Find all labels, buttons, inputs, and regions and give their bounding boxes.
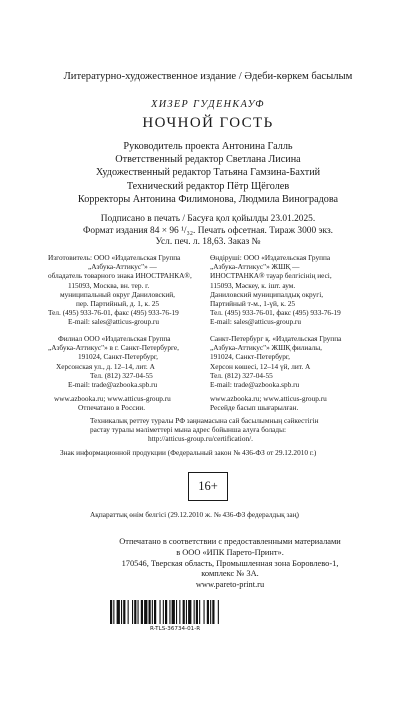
barcode-bar xyxy=(179,600,180,624)
publisher-kz-line: Өндіруші: ООО «Издательская Группа xyxy=(210,253,331,262)
web-ru xyxy=(48,394,198,412)
publisher-ru-line: 115093, Москва, вн. тер. г. xyxy=(68,280,150,290)
publisher-ru xyxy=(48,253,198,327)
printer-line: в ООО «ИПК Парето-Принт». xyxy=(176,547,284,557)
barcode-bar xyxy=(160,600,161,624)
credit-line: Корректоры Антонина Филимонова, Людмила Виноградова xyxy=(77,193,339,205)
barcode-bar xyxy=(207,600,209,624)
web-kz-line: www.azbooka.ru; www.atticus-group.ru xyxy=(210,394,327,403)
branch-ru-line: Филиал ООО «Издательская Группа xyxy=(58,334,171,343)
barcode-bar xyxy=(138,600,139,624)
barcode-bar xyxy=(204,600,205,624)
publisher-ru-line: „Азбука-Аттикус"» — xyxy=(88,262,157,272)
credit-line: Технический редактор Пётр Щёголев xyxy=(126,180,290,192)
publisher-kz-line: „Азбука-Аттикус"» ЖШҚ — xyxy=(210,262,300,272)
branch-ru xyxy=(48,334,198,389)
tech-reg-line: растау туралы мәліметтері мына адрес бойынша алуға болады: xyxy=(90,425,287,435)
barcode-bar xyxy=(194,600,195,624)
info-sign-note-kz: Ақпараттық өнім белгісі (29.12.2010 ж. № 436-ФЗ федералдық заң) xyxy=(90,510,299,519)
branch-kz xyxy=(210,334,375,389)
branch-ru-line: Херсонская ул., д. 12–14, лит. А xyxy=(56,361,155,371)
barcode-bar xyxy=(176,600,177,624)
author-name: ХИЗЕР ГУДЕНКАУФ xyxy=(151,99,265,110)
barcode-bar xyxy=(186,600,187,624)
barcode-bar xyxy=(218,600,219,624)
book-title: НОЧНОЙ ГОСТЬ xyxy=(142,115,274,131)
barcode-bar xyxy=(212,600,214,624)
branch-kz-line: E-mail: trade@azbooka.spb.ru xyxy=(210,380,300,390)
barcode-bar xyxy=(169,600,170,624)
barcode-bar xyxy=(121,600,122,624)
barcode-bar xyxy=(134,600,136,624)
barcode-bar xyxy=(210,600,211,624)
printer-line: 170546, Тверская область, Промышленная зона Боровлево-1, xyxy=(121,558,339,568)
branch-kz-line: Тел. (812) 327-04-55 xyxy=(210,370,273,380)
barcode-bar xyxy=(123,600,125,624)
publisher-kz-line: Партийный т-м., 1-үй, к. 25 xyxy=(210,299,296,309)
publisher-kz-line: Тел. (495) 933-76-01, факс (495) 933-76-19 xyxy=(210,308,341,318)
branch-kz-line: Санкт-Петербург қ. «Издательская Группа xyxy=(210,334,342,343)
barcode-bar xyxy=(196,600,198,624)
web-kz-line: Ресейде басып шығарылған. xyxy=(210,403,299,413)
branch-ru-line: Тел. (812) 327-04-55 xyxy=(90,370,153,380)
branch-kz-line: Херсон көшесі, 12–14 үй, лит. А xyxy=(210,361,311,371)
print-info-line: Подписано в печать / Басуға қол қойылды 23.01.2025. xyxy=(100,214,316,224)
genre-line: Литературно-художественное издание / Әдеби-көркем басылым xyxy=(63,71,353,82)
print-info-line: Формат издания 84 × 96 ¹/₃₂. Печать офсетная. Тираж 3000 экз. xyxy=(82,225,334,236)
barcode-bar xyxy=(113,600,114,624)
age-rating-badge: 16+ xyxy=(188,472,228,501)
publisher-ru-line: обладатель товарного знака ИНОСТРАНКА®, xyxy=(48,271,192,281)
printer-line: Отпечатано в соответствии с предоставленными материалами xyxy=(119,537,341,546)
tech-regulation xyxy=(90,416,380,444)
barcode-bar xyxy=(149,600,151,624)
barcode-bar xyxy=(132,600,133,624)
web-kz xyxy=(210,394,375,412)
branch-kz-line: 191024, Санкт-Петербург, xyxy=(210,352,290,362)
web-ru-line: Отпечатано в России. xyxy=(78,403,146,413)
printer-line: комплекс № 3А. xyxy=(201,569,259,579)
printer-line: www.pareto-print.ru xyxy=(195,580,265,590)
publisher-ru-line: муниципальный округ Даниловский, xyxy=(60,289,175,299)
web-ru-line: www.azbooka.ru; www.atticus-group.ru xyxy=(54,394,171,403)
barcode-bar xyxy=(165,600,167,624)
branch-ru-line: 191024, Санкт-Петербург, xyxy=(78,352,158,362)
barcode-bar xyxy=(163,600,164,624)
branch-ru-line: „Азбука-Аттикус"» в г. Санкт-Петербурге, xyxy=(48,343,179,353)
barcode-label: R-TLS-36734-01-R xyxy=(150,626,201,632)
branch-kz-line: „Азбука-Аттикус"» ЖШҚ филиалы, xyxy=(210,343,322,353)
barcode-bar xyxy=(141,600,143,624)
publisher-kz-line: ИНОСТРАНКА® тауар белгісінің иесі, xyxy=(210,271,332,281)
printer-info xyxy=(110,537,350,591)
print-info xyxy=(40,214,376,249)
publisher-ru-line: Тел. (495) 933-76-01, факс (495) 933-76-19 xyxy=(48,308,179,318)
barcode-bar xyxy=(144,600,147,624)
barcode-bar xyxy=(128,600,129,624)
publisher-ru-line: Изготовитель: ООО «Издательская Группа xyxy=(48,253,181,262)
publisher-kz xyxy=(210,253,375,327)
barcode-bar xyxy=(152,600,153,624)
barcode-bar xyxy=(183,600,185,624)
credits-block xyxy=(40,140,376,206)
credit-line: Художественный редактор Татьяна Гамзина-Бахтий xyxy=(95,167,321,179)
print-info-line: Усл. печ. л. 18,63. Заказ № xyxy=(155,237,261,248)
publisher-kz-line: E-mail: sales@atticus-group.ru xyxy=(210,317,302,327)
info-sign-note: Знак информационной продукции (Федеральный закон № 436-ФЗ от 29.12.2010 г.) xyxy=(60,448,317,457)
publisher-kz-line: Даниловский муниципалдық округі, xyxy=(210,289,324,299)
credit-line: Ответственный редактор Светлана Лисина xyxy=(115,154,301,166)
barcode-bar xyxy=(199,600,200,624)
barcode-bar xyxy=(172,600,175,624)
barcode-bar xyxy=(154,600,156,624)
barcode-bar xyxy=(117,600,120,624)
branch-ru-line: E-mail: trade@azbooka.spb.ru xyxy=(68,380,158,390)
publisher-ru-line: E-mail: sales@atticus-group.ru xyxy=(68,317,160,327)
tech-reg-line: Техникалық реттеу туралы РФ заңнамасына сай басылымның сәйкестігін xyxy=(90,416,319,425)
tech-reg-line: http://atticus-group.ru/certification/. xyxy=(148,434,253,444)
publisher-ru-line: пер. Партийный, д. 1, к. 25 xyxy=(76,299,160,309)
barcode xyxy=(110,600,280,624)
credit-line: Руководитель проекта Антонина Галль xyxy=(123,141,293,152)
barcode-bar xyxy=(110,600,112,624)
barcode-bar xyxy=(188,600,191,624)
publisher-kz-line: 115093, Мәскеу, к. ішт. аум. xyxy=(210,280,296,290)
